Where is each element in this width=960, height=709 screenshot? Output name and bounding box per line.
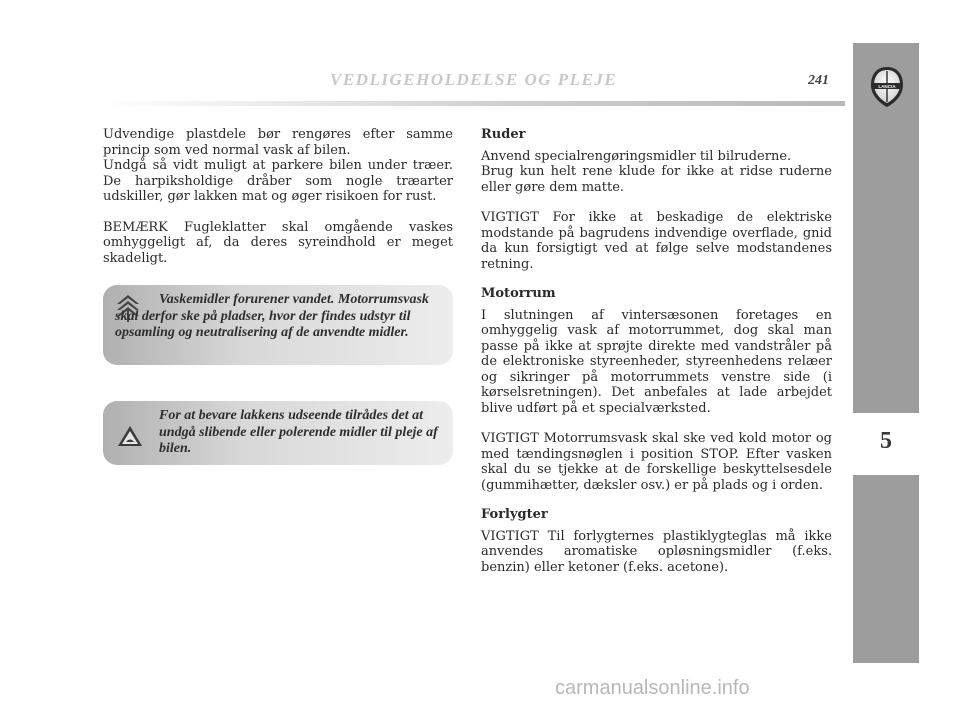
paragraph: Udvendige plastdele bør rengøres efter samme princip som ved normal vask af bilen. — [103, 127, 453, 158]
sidebar-top — [853, 0, 919, 43]
paragraph: I slutningen af vintersæsonen foretages en omhyggelig vask af motorrummet, dog skal man passe på ikke at sprøjte direkte med vandstråler på de elektroniske styreenheder, styreenhedens relæer og sikringer på motorrummets venstre side (i kørselsretningen). Det anbefales at lade arbejdet blive udført på et specialværksted. — [481, 307, 832, 416]
paragraph: VIGTIGT For ikke at beskadige de elektriske modstande på bagrudens indvendige overflade, gnid da kun forsigtigt ved at følge selve modstandenes retning. — [481, 210, 832, 272]
warning-note-text: For at bevare lakkens udseende tilrådes det at undgå slibende eller polerende midler til pleje af bilen. — [159, 408, 438, 456]
paragraph: VIGTIGT Motorrumsvask skal ske ved kold motor og med tændingsnøglen i position STOP. Efter vasken skal du se tjekke at de forskellige beskyttelsesdele (gummihætter, dæksler osv.) er på plads og i orden. — [481, 431, 832, 493]
header-title: VEDLIGEHOLDELSE OG PLEJE — [330, 70, 618, 89]
environment-note — [103, 285, 453, 365]
right-column — [481, 127, 832, 575]
sidebar-lower-tab — [853, 475, 919, 663]
warning-note — [103, 401, 453, 465]
paragraph: BEMÆRK Fugleklatter skal omgående vaskes omhyggeligt af, da deres syreindhold er meget skadeligt. — [103, 219, 453, 266]
warning-triangle-icon — [117, 425, 143, 447]
header-rule — [100, 101, 845, 106]
chapter-sidebar — [853, 0, 919, 663]
paragraph: Undgå så vidt muligt at parkere bilen under træer. De harpiksholdige dråber som nogle træarter udskiller, gør lakken mat og øger risikoen for rust. — [103, 158, 453, 204]
chapter-number: 5 — [880, 428, 892, 454]
left-column — [103, 127, 453, 266]
environment-note-text: Vaskemidler forurener vandet. Motorrumsvask skal derfor ske på pladser, hvor der findes udstyr til opsamling og neutralisering af de anvendte midler. — [115, 292, 429, 340]
section-heading-forlygter: Forlygter — [481, 507, 548, 522]
section-heading-ruder: Ruder — [481, 127, 526, 142]
section-heading-motorrum: Motorrum — [481, 286, 556, 301]
lancia-logo-icon — [869, 65, 905, 109]
paragraph: Brug kun helt rene klude for ikke at ridse ruderne eller gøre dem matte. — [481, 164, 832, 195]
watermark: carmanualsonline.info — [555, 677, 750, 699]
paragraph: Anvend specialrengøringsmidler til bilruderne. — [481, 148, 792, 164]
logo-text: LANCIA — [878, 84, 896, 89]
page-number: 241 — [808, 73, 829, 88]
paragraph: VIGTIGT Til forlygternes plastiklygteglas må ikke anvendes aromatiske opløsningsmidler (f.eks. benzin) eller ketoner (f.eks. acetone). — [481, 528, 832, 575]
